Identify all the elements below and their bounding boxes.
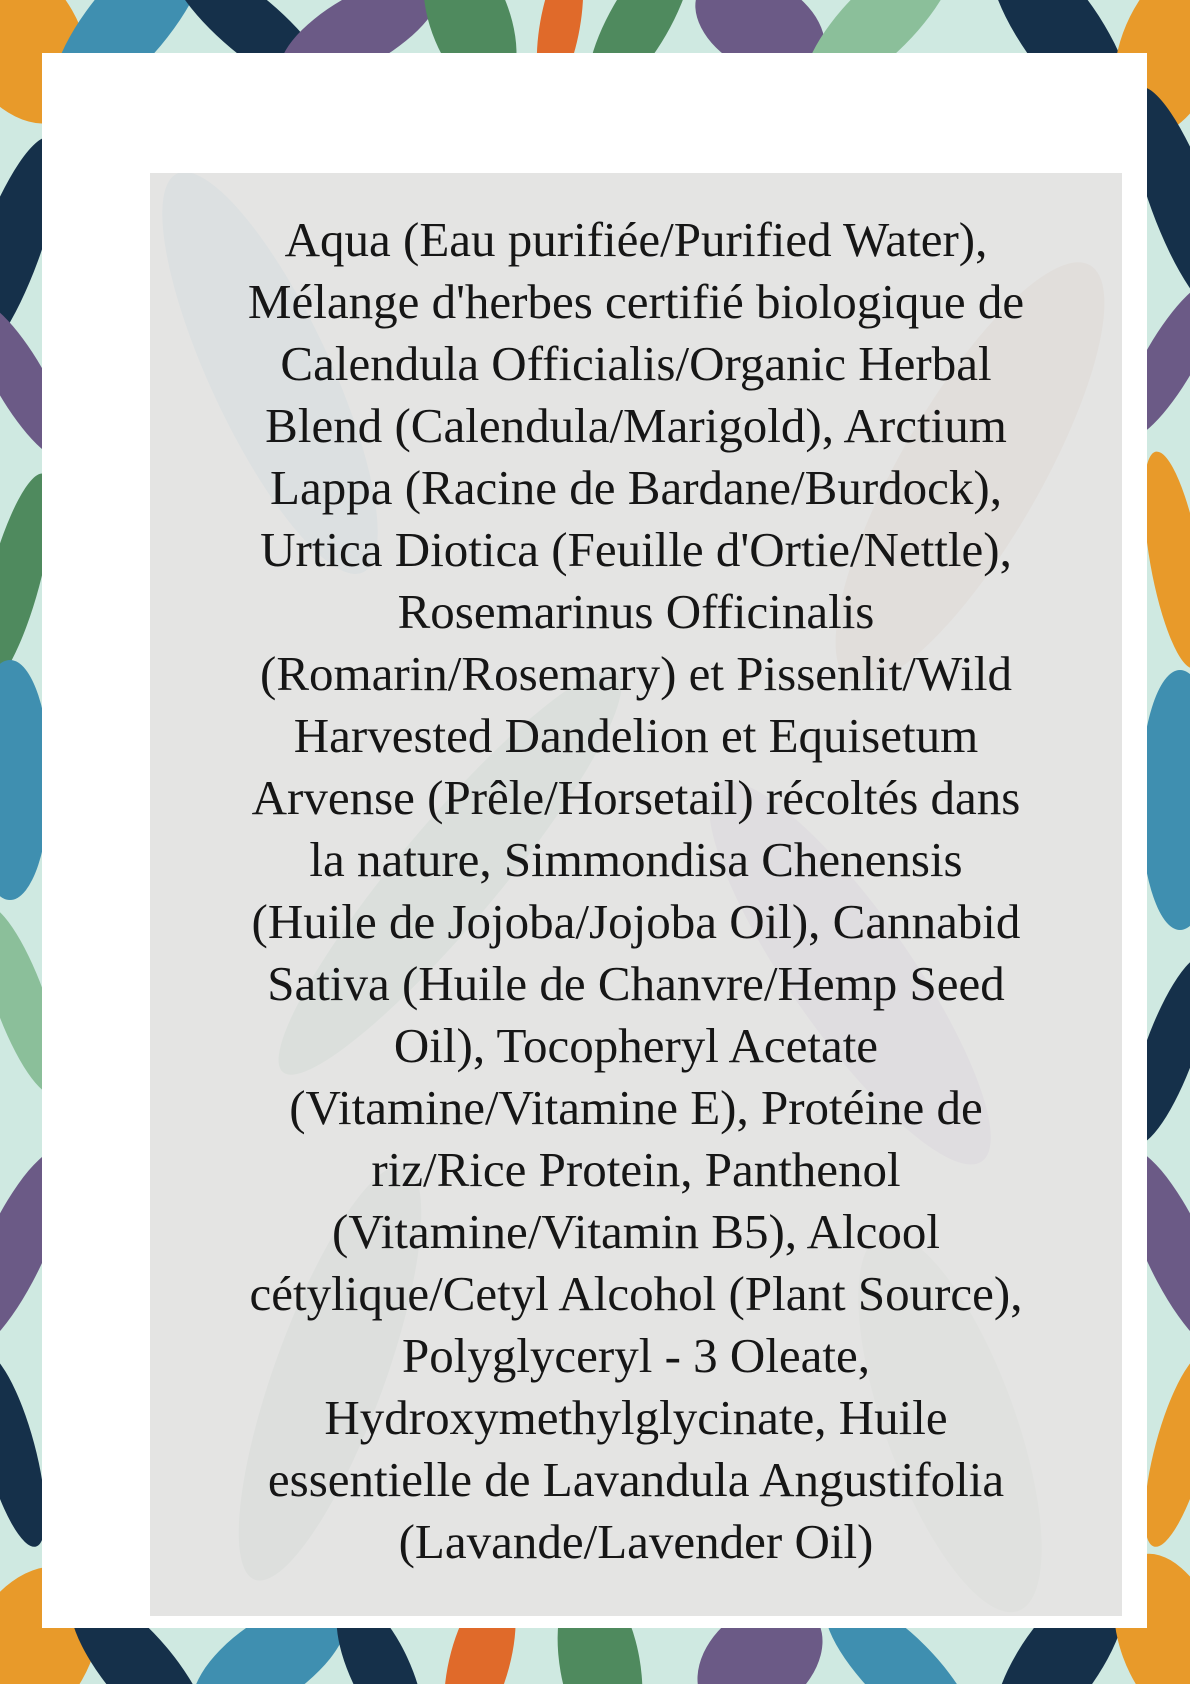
white-card-frame — [42, 53, 1147, 1628]
ingredient-line: essentielle de Lavandula Angustifolia — [267, 1452, 1005, 1507]
ingredient-line: Lappa (Racine de Bardane/Burdock), — [270, 460, 1002, 515]
ingredient-line: cétylique/Cetyl Alcohol (Plant Source), — [249, 1266, 1023, 1321]
ingredient-line: (Vitamine/Vitamin B5), Alcool — [332, 1204, 940, 1259]
ingredient-line: Blend (Calendula/Marigold), Arctium — [265, 398, 1007, 453]
ingredient-line: Mélange d'herbes certifié biologique de — [247, 274, 1025, 329]
ingredients-panel — [150, 173, 1122, 1616]
ingredient-line: la nature, Simmondisa Chenensis — [309, 832, 963, 887]
ingredient-line: Aqua (Eau purifiée/Purified Water), — [284, 212, 988, 267]
ingredient-line: Oil), Tocopheryl Acetate — [393, 1018, 879, 1073]
ingredient-line: Urtica Diotica (Feuille d'Ortie/Nettle), — [260, 522, 1012, 577]
ingredient-line: riz/Rice Protein, Panthenol — [371, 1142, 901, 1197]
ingredient-line: (Vitamine/Vitamine E), Protéine de — [289, 1080, 983, 1135]
ingredient-line: Calendula Officialis/Organic Herbal — [280, 336, 992, 391]
ingredient-line: (Huile de Jojoba/Jojoba Oil), Cannabid — [251, 894, 1021, 949]
ingredient-line: Rosemarinus Officinalis — [397, 584, 875, 639]
ingredients-list — [190, 209, 1082, 1573]
ingredient-line: Harvested Dandelion et Equisetum — [293, 708, 979, 763]
ingredient-line: Polyglyceryl - 3 Oleate, — [401, 1328, 871, 1383]
ingredient-line: Arvense (Prêle/Horsetail) récoltés dans — [251, 770, 1021, 825]
ingredient-line: (Lavande/Lavender Oil) — [398, 1514, 874, 1569]
ingredient-line: (Romarin/Rosemary) et Pissenlit/Wild — [260, 646, 1012, 701]
ingredient-line: Hydroxymethylglycinate, Huile — [324, 1390, 948, 1445]
ingredient-line: Sativa (Huile de Chanvre/Hemp Seed — [267, 956, 1005, 1011]
